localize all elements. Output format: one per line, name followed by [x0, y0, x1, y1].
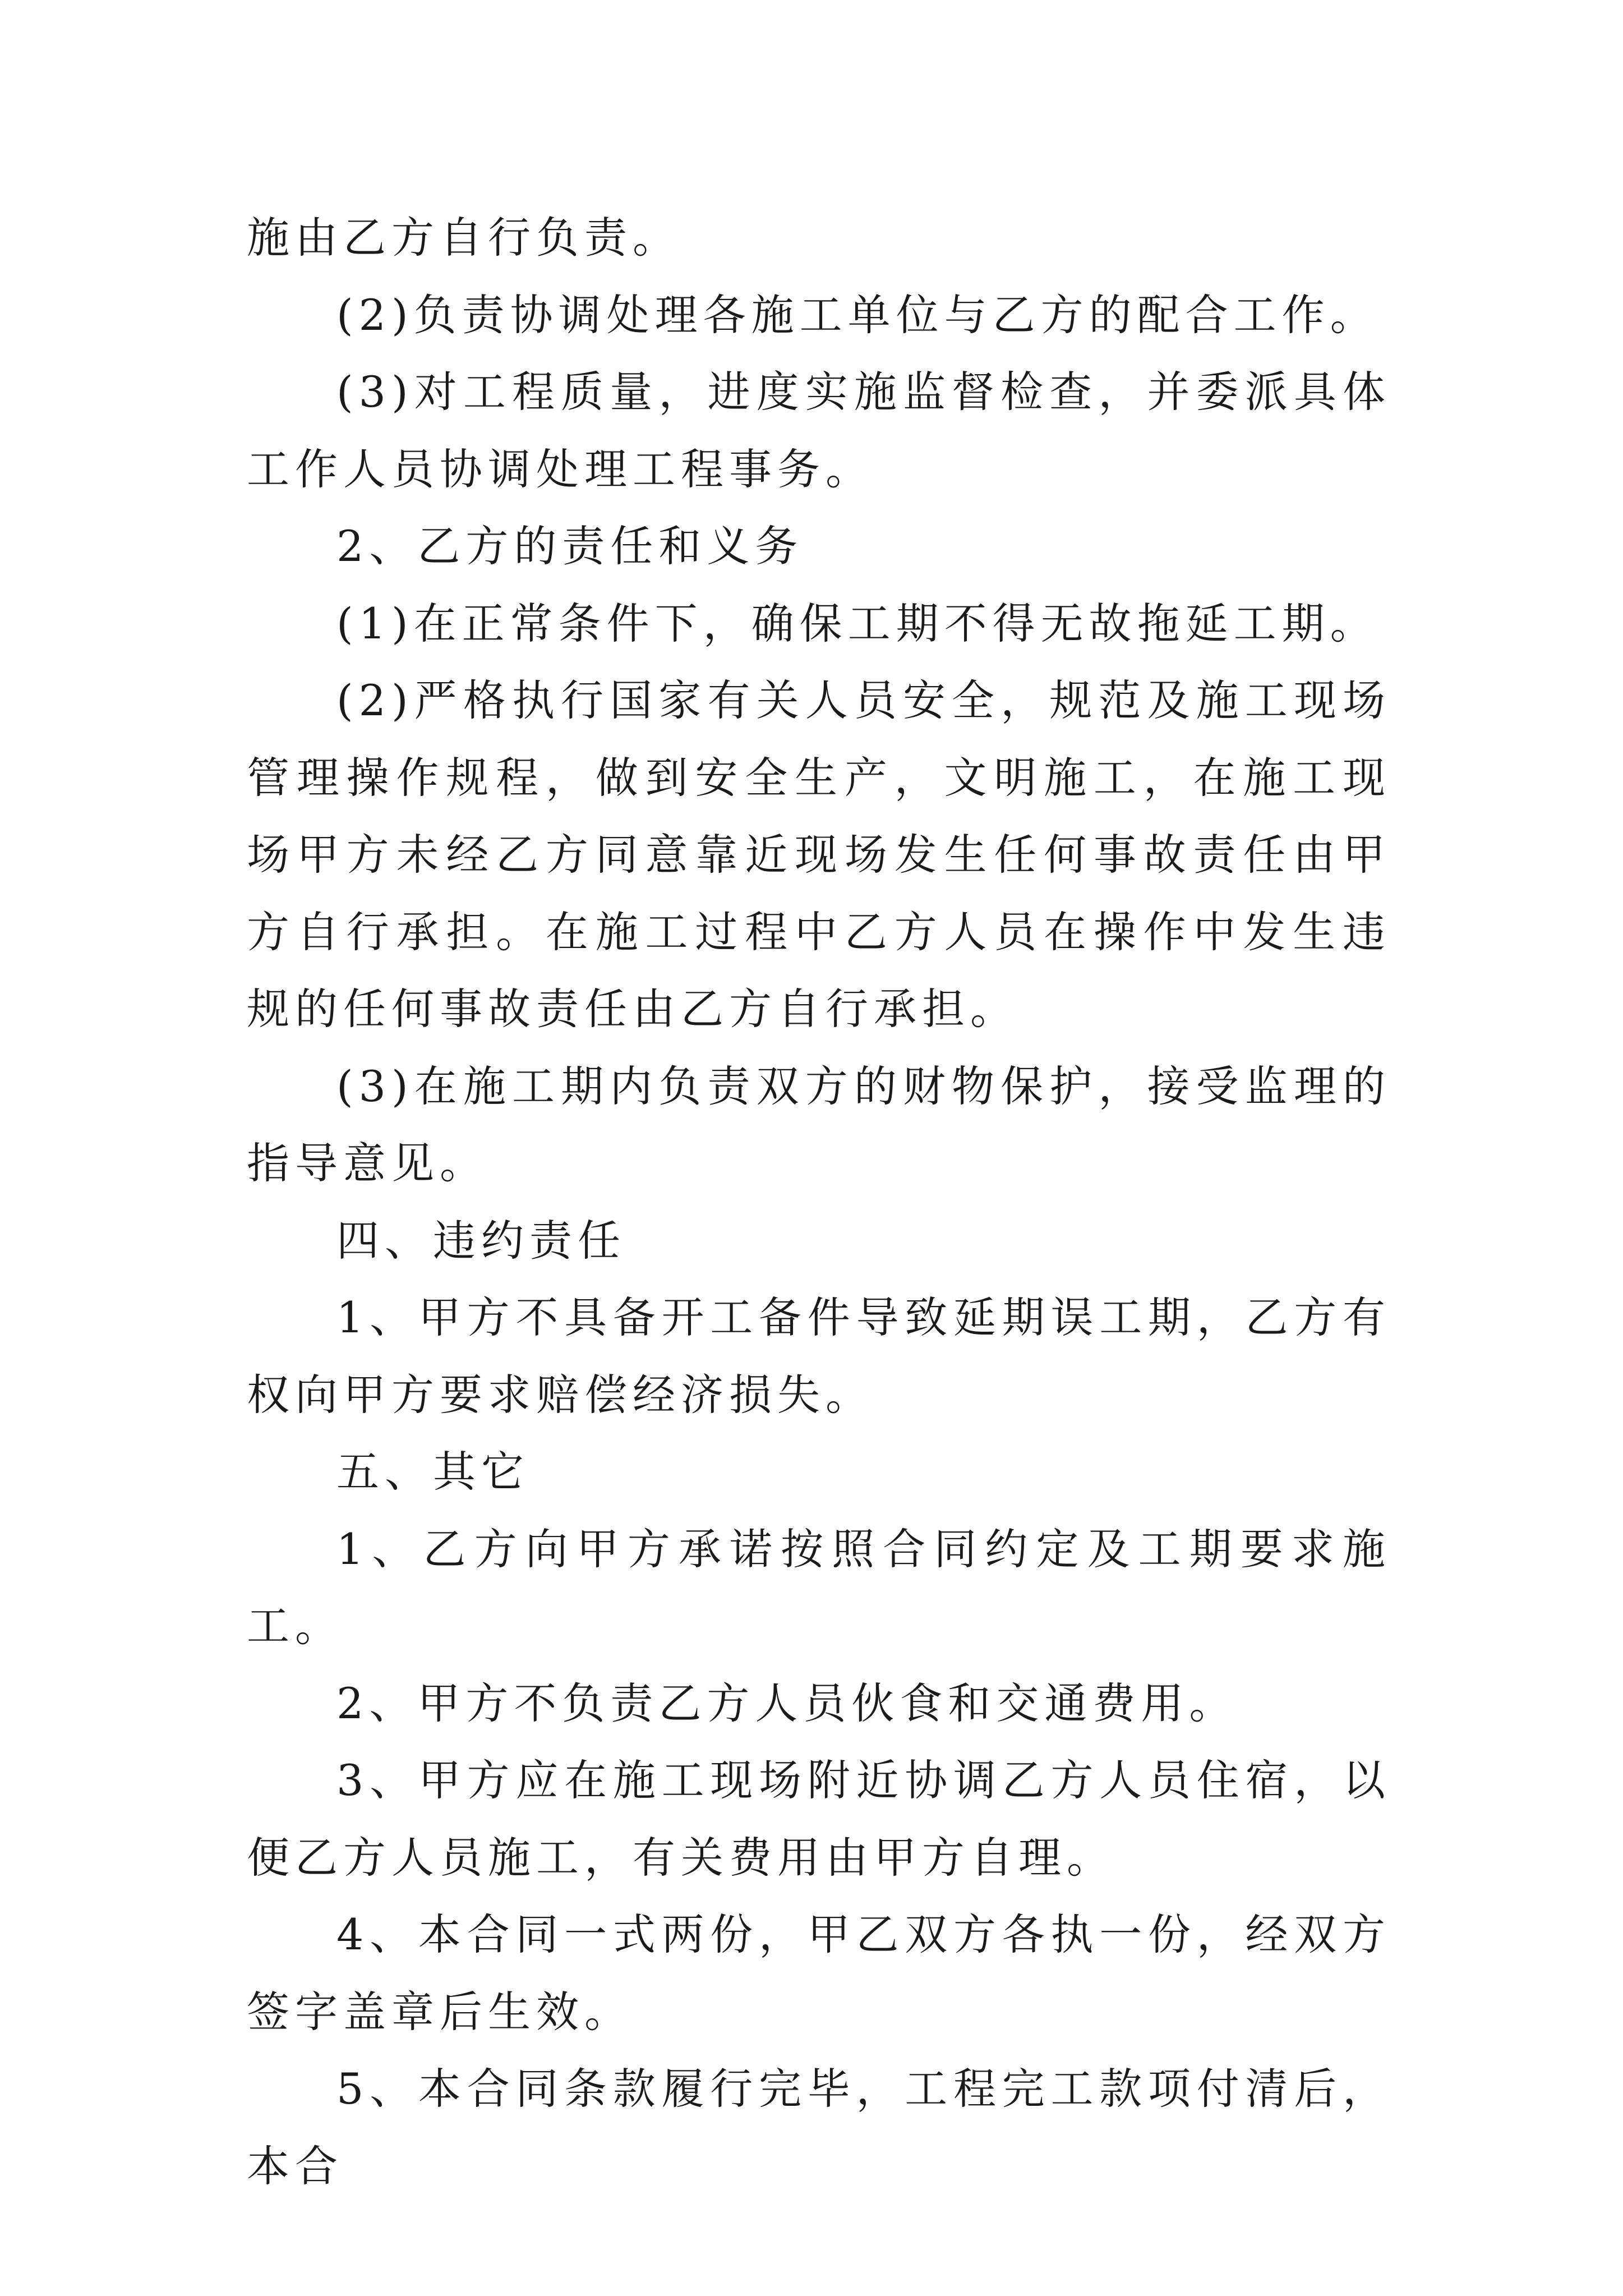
paragraph-14: 4、本合同一式两份，甲乙双方各执一份，经双方签字盖章后生效。: [247, 1910, 1391, 2037]
paragraph-2: (2)负责协调处理各施工单位与乙方的配合工作。: [336, 289, 1378, 340]
paragraph-6: (2)严格执行国家有关人员安全，规范及施工现场管理操作规程，做到安全生产，文明施工，在施工现场甲方未经乙方同意靠近现场发生任何事故责任由甲方自行承担。在施工过程中乙方人员在操作中发生违规的任何事故责任由乙方自行承担。: [247, 675, 1391, 1034]
paragraph-5: (1)在正常条件下，确保工期不得无故拖延工期。: [336, 598, 1378, 648]
paragraph-3: (3)对工程质量，进度实施监督检查，并委派具体工作人员协调处理工程事务。: [247, 367, 1391, 494]
paragraph-9: 1、甲方不具备开工备件导致延期误工期，乙方有权向甲方要求赔偿经济损失。: [247, 1292, 1391, 1420]
document-body: [247, 199, 1391, 2205]
paragraph-11: 1、乙方向甲方承诺按照合同约定及工期要求施工。: [247, 1524, 1391, 1651]
paragraph-13: 3、甲方应在施工现场附近协调乙方人员住宿，以便乙方人员施工，有关费用由甲方自理。: [247, 1755, 1391, 1883]
section-heading-breach: 四、违约责任: [336, 1215, 626, 1266]
section-heading-other: 五、其它: [336, 1447, 529, 1497]
paragraph-15: 5、本合同条款履行完毕，工程完工款项付清后，本合: [247, 2064, 1391, 2191]
section-heading-obligations: 2、乙方的责任和义务: [336, 521, 804, 571]
paragraph-7: (3)在施工期内负责双方的财物保护，接受监理的指导意见。: [247, 1061, 1391, 1188]
paragraph-1: 施由乙方自行负责。: [247, 213, 681, 263]
paragraph-12: 2、甲方不负责乙方人员伙食和交通费用。: [336, 1678, 1238, 1728]
